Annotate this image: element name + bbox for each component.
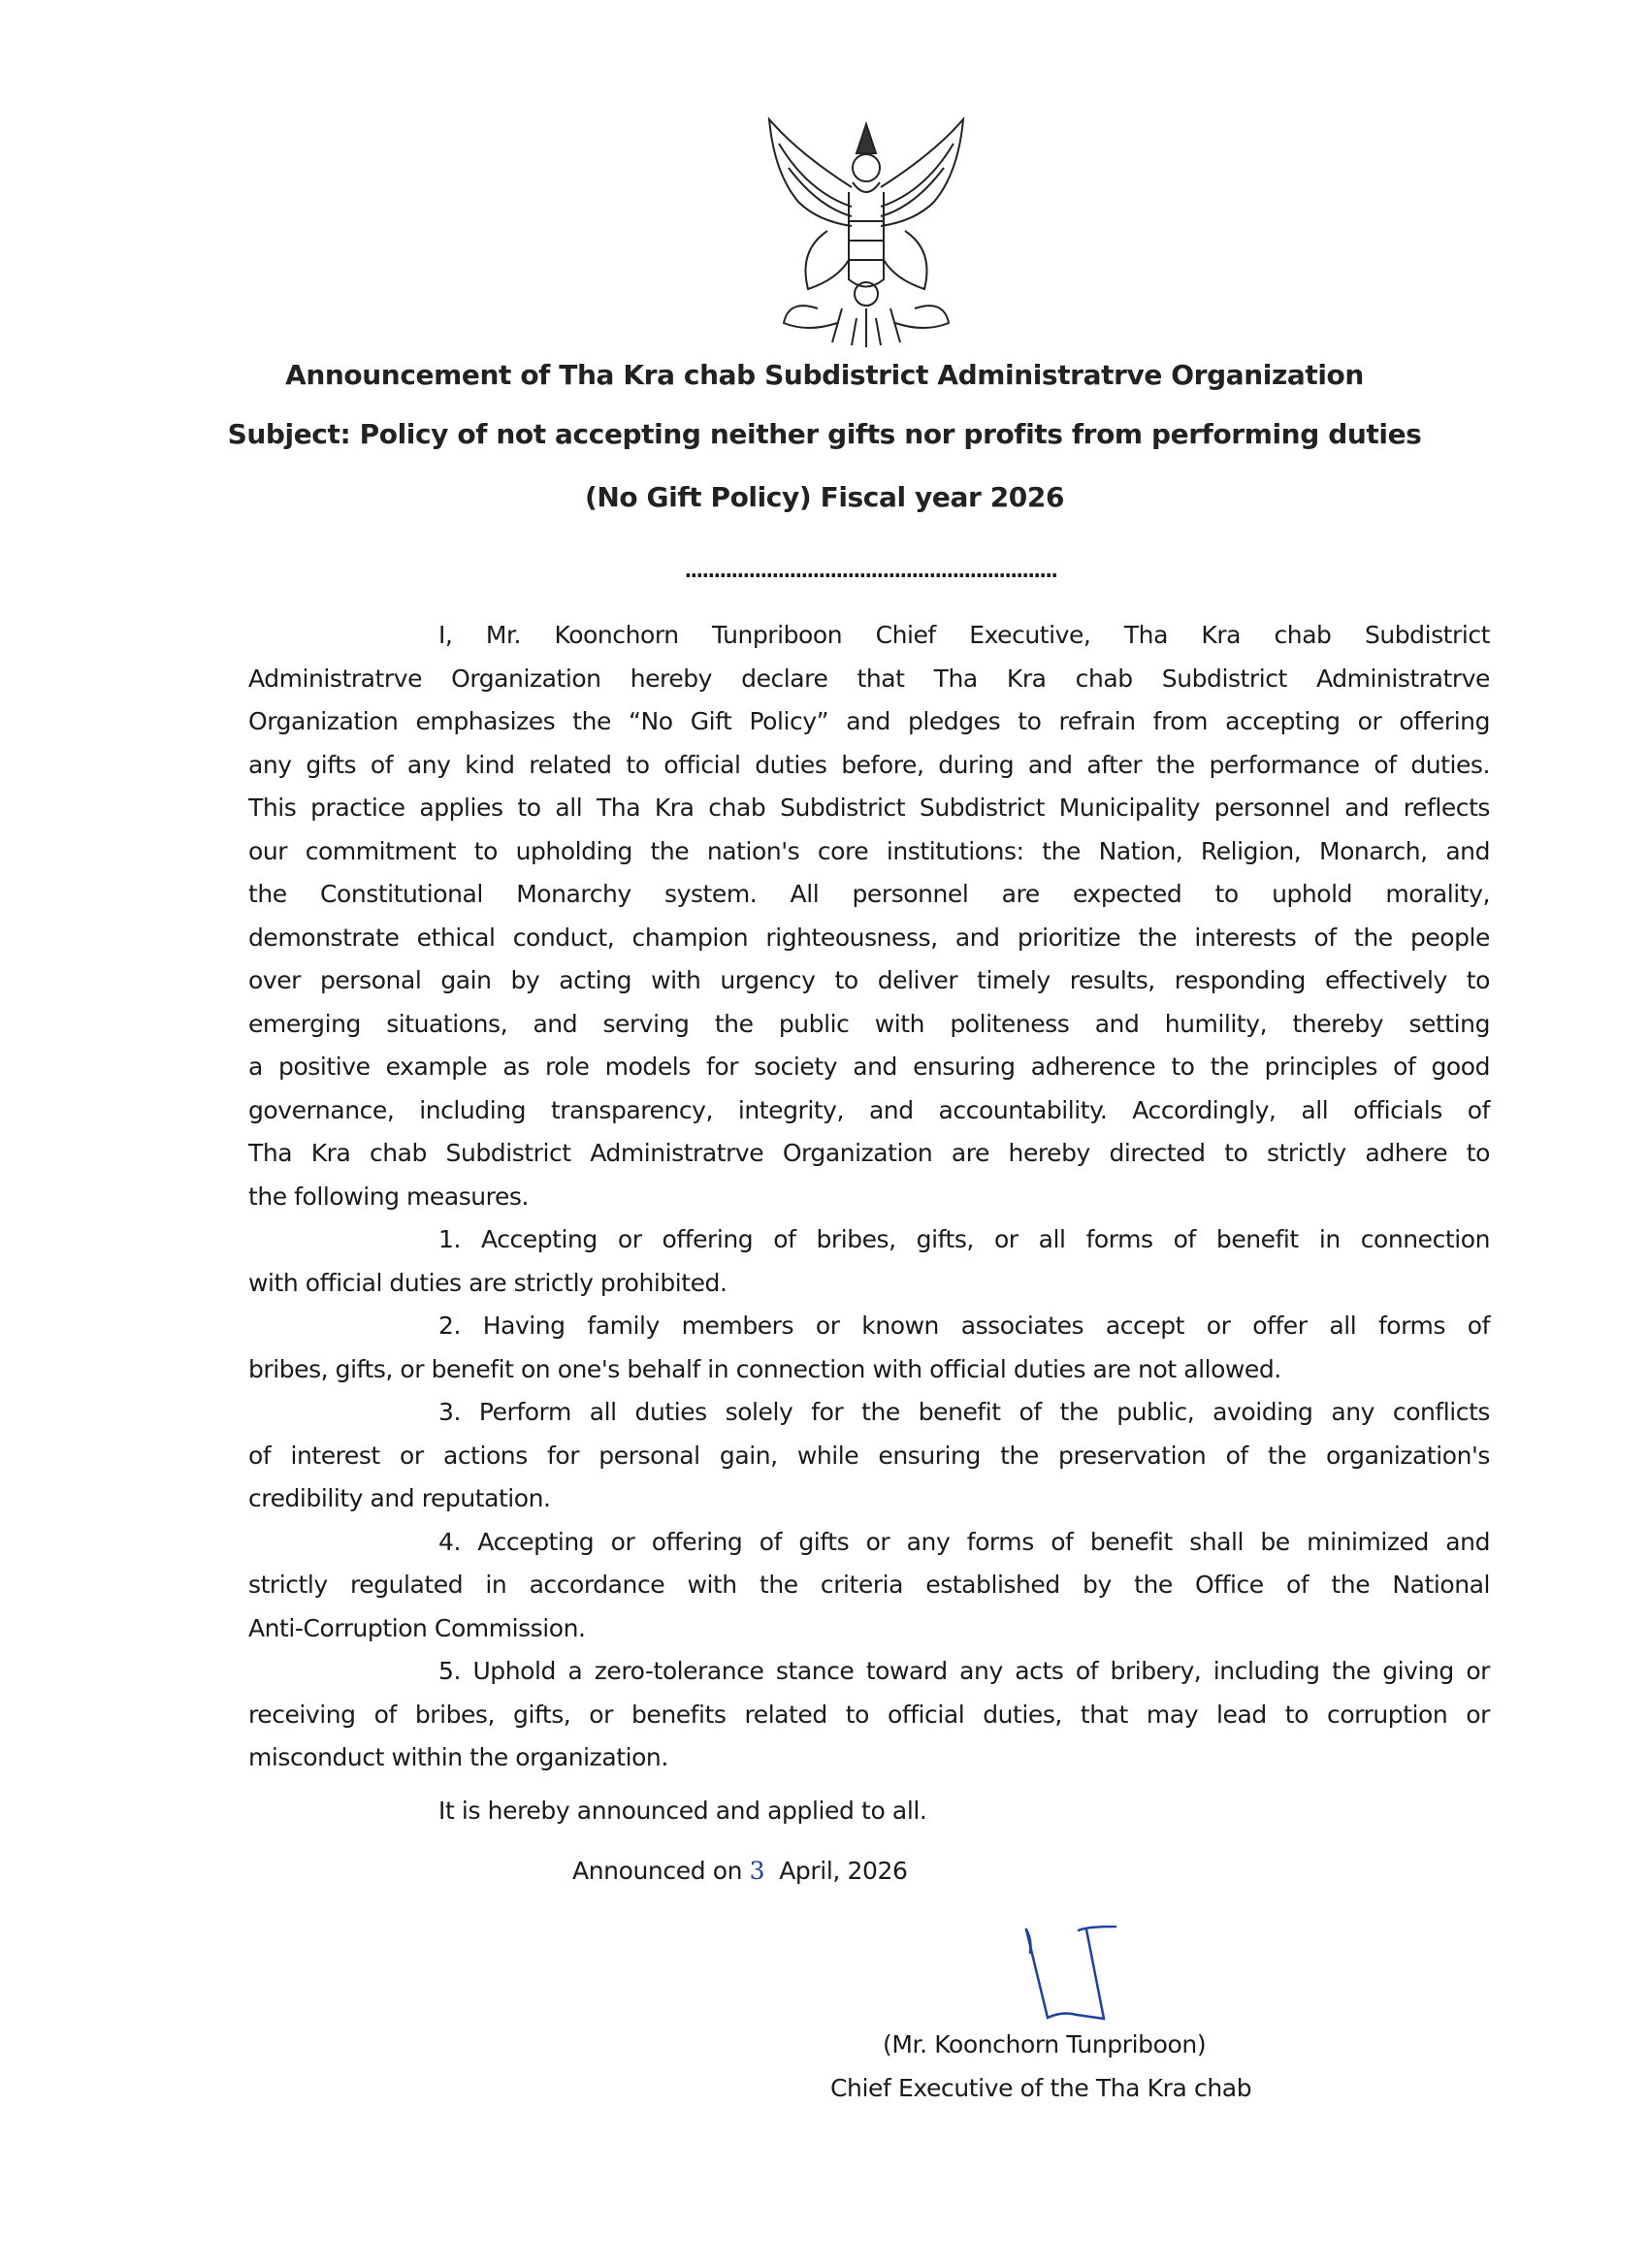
date-day-handwritten: 3 xyxy=(749,1857,765,1885)
signer-name: (Mr. Koonchorn Tunpriboon) xyxy=(883,2030,1207,2058)
signature xyxy=(1018,1926,1145,2032)
body-line: Anti-Corruption Commission. xyxy=(248,1613,586,1642)
body-line: the following measures. xyxy=(248,1182,529,1211)
body-line: 5. Uphold a zero-tolerance stance toward any acts of bribery, including the giving or xyxy=(438,1657,1490,1685)
body-line: misconduct within the organization. xyxy=(248,1743,668,1771)
body-line: with official duties are strictly prohibited. xyxy=(248,1268,728,1297)
date-rest: April, 2026 xyxy=(779,1857,908,1885)
date-prefix: Announced on xyxy=(572,1857,743,1885)
body-line: our commitment to upholding the nation's core institutions: the Nation, Religion, Monarch, and xyxy=(248,836,1490,865)
body-line: 4. Accepting or offering of gifts or any forms of benefit shall be minimized and xyxy=(438,1527,1490,1556)
body-line: emerging situations, and serving the public with politeness and humility, thereby setting xyxy=(248,1009,1490,1038)
body-line: This practice applies to all Tha Kra chab Subdistrict Subdistrict Municipality personnel and reflects xyxy=(248,794,1490,822)
announcement-subject: Subject: Policy of not accepting neither gifts nor profits from performing duties xyxy=(227,418,1422,450)
announcement-subtitle: (No Gift Policy) Fiscal year 2026 xyxy=(584,481,1065,513)
body-line: 2. Having family members or known associates accept or offer all forms of xyxy=(438,1312,1490,1340)
separator: ................................................................ xyxy=(684,559,1057,582)
body-line: Organization emphasizes the “No Gift Policy” and pledges to refrain from accepting or offering xyxy=(248,707,1490,735)
body-line: receiving of bribes, gifts, or benefits related to official duties, that may lead to corruption or xyxy=(248,1700,1490,1729)
body-line: over personal gain by acting with urgency to deliver timely results, responding effectively to xyxy=(248,966,1490,994)
body-line: Tha Kra chab Subdistrict Administratrve Organization are hereby directed to strictly adhere to xyxy=(248,1139,1490,1167)
body-line: of interest or actions for personal gain, while ensuring the preservation of the organization's xyxy=(248,1441,1490,1470)
signer-title: Chief Executive of the Tha Kra chab xyxy=(830,2074,1252,2102)
body-line: demonstrate ethical conduct, champion righteousness, and prioritize the interests of the people xyxy=(248,923,1490,952)
body-line: the Constitutional Monarchy system. All personnel are expected to uphold morality, xyxy=(248,880,1490,908)
body-line: I, Mr. Koonchorn Tunpriboon Chief Executive, Tha Kra chab Subdistrict xyxy=(438,621,1490,649)
announcement-body xyxy=(248,614,1490,1780)
body-line: 1. Accepting or offering of bribes, gifts, or all forms of benefit in connection xyxy=(438,1225,1490,1253)
body-line: a positive example as role models for society and ensuring adherence to the principles of good xyxy=(248,1053,1490,1081)
body-line: Administratrve Organization hereby declare that Tha Kra chab Subdistrict Administratrve xyxy=(248,664,1490,693)
announcement-title: Announcement of Tha Kra chab Subdistrict Administratrve Organization xyxy=(285,359,1364,391)
garuda-emblem-icon xyxy=(760,114,973,349)
body-line: credibility and reputation. xyxy=(248,1484,551,1512)
closing-statement: It is hereby announced and applied to all. xyxy=(438,1797,927,1825)
body-line: strictly regulated in accordance with the criteria established by the Office of the National xyxy=(248,1571,1490,1599)
body-line: any gifts of any kind related to official duties before, during and after the performance of duties. xyxy=(248,750,1490,779)
announcement-date xyxy=(572,1857,907,1885)
body-line: bribes, gifts, or benefit on one's behalf in connection with official duties are not allowed. xyxy=(248,1354,1281,1383)
body-line: governance, including transparency, integrity, and accountability. Accordingly, all officials of xyxy=(248,1095,1490,1124)
body-line: 3. Perform all duties solely for the benefit of the public, avoiding any conflicts xyxy=(438,1398,1490,1426)
